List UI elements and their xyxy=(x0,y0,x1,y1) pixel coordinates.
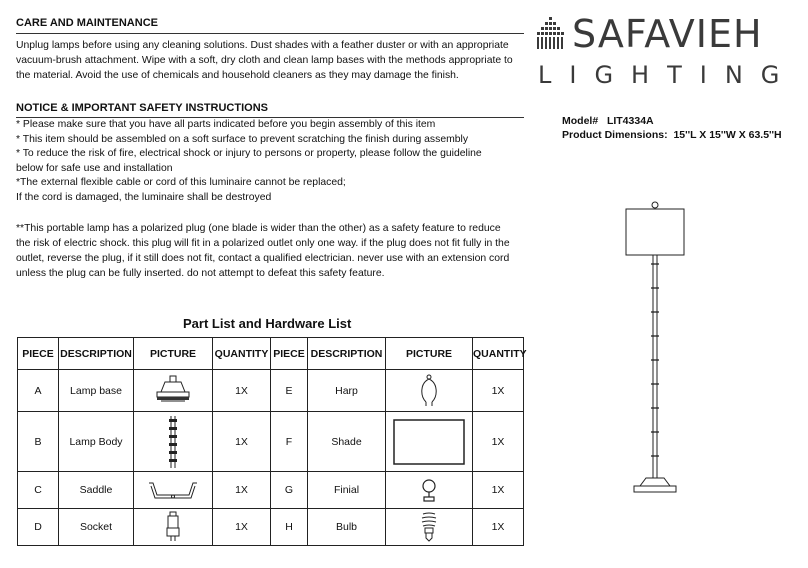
description-cell: Harp xyxy=(308,370,386,412)
brand-name: SAFAVIEH xyxy=(572,12,763,56)
column-header: PIECE xyxy=(18,338,59,370)
piece-cell: B xyxy=(18,412,59,472)
dimensions-value: 15''L X 15''W X 63.5''H xyxy=(673,129,782,141)
plug-warning-paragraph xyxy=(16,221,510,281)
quantity-cell: 1X xyxy=(473,509,524,546)
quantity-cell: 1X xyxy=(213,412,271,472)
table-row xyxy=(18,412,524,472)
quantity-cell: 1X xyxy=(213,370,271,412)
plug-warning-line: **This portable lamp has a polarized plug (one blade is wider than the other) as a safety feature to reduce xyxy=(16,223,501,234)
picture-cell xyxy=(134,370,213,412)
parts-table-title: Part List and Hardware List xyxy=(183,316,352,331)
description-cell: Lamp Body xyxy=(59,412,134,472)
notice-heading: NOTICE & IMPORTANT SAFETY INSTRUCTIONS xyxy=(16,102,268,114)
shade-icon xyxy=(393,419,465,465)
picture-cell xyxy=(134,412,213,472)
socket-icon xyxy=(165,511,181,543)
lamp-body-icon xyxy=(166,415,180,469)
piece-cell: C xyxy=(18,472,59,509)
parts-table xyxy=(17,337,527,546)
care-line: the material. Avoid the use of chemicals and household cleaners as they may damage the finish. xyxy=(16,70,459,81)
quantity-cell: 1X xyxy=(213,509,271,546)
plug-warning-line: the risk of electric shock. this plug will fit in a polarized outlet only one way. if the plug does not fit fully in the xyxy=(16,238,510,249)
picture-cell xyxy=(386,370,473,412)
picture-cell xyxy=(386,472,473,509)
dimensions-line xyxy=(562,129,782,141)
quantity-cell: 1X xyxy=(473,412,524,472)
picture-cell xyxy=(134,472,213,509)
column-header: DESCRIPTION xyxy=(308,338,386,370)
harp-icon xyxy=(417,374,441,408)
piece-cell: D xyxy=(18,509,59,546)
column-header: PICTURE xyxy=(386,338,473,370)
notice-paragraph xyxy=(16,118,482,206)
column-header: QUANTITY xyxy=(213,338,271,370)
floor-lamp-illustration-icon xyxy=(612,200,702,500)
care-line: vacuum-brush attachment. Wipe with a soft, dry cloth and clean lamp bases with the methods appropriate to xyxy=(16,55,513,66)
dimensions-label: Product Dimensions: xyxy=(562,129,668,141)
description-cell: Finial xyxy=(308,472,386,509)
model-label: Model# xyxy=(562,115,599,127)
description-cell: Bulb xyxy=(308,509,386,546)
plug-warning-line: outlet, reverse the plug, if it still does not fit, contact a qualified electrician. never use with an extension cord xyxy=(16,253,510,264)
notice-line: * To reduce the risk of fire, electrical shock or injury to persons or property, please follow the guideline xyxy=(16,148,482,160)
safavieh-diamond-logo-icon xyxy=(534,16,568,52)
table-row xyxy=(18,472,524,509)
notice-line: If the cord is damaged, the luminaire shall be destroyed xyxy=(16,191,272,203)
description-cell: Socket xyxy=(59,509,134,546)
notice-line: * This item should be assembled on a soft surface to prevent scratching the finish during assembly xyxy=(16,133,469,145)
piece-cell: E xyxy=(271,370,308,412)
care-line: Unplug lamps before using any cleaning solutions. Dust shades with a feather duster or with an appropriate xyxy=(16,40,509,51)
quantity-cell: 1X xyxy=(213,472,271,509)
description-cell: Lamp base xyxy=(59,370,134,412)
table-row xyxy=(18,370,524,412)
description-cell: Saddle xyxy=(59,472,134,509)
bulb-icon xyxy=(418,511,440,543)
plug-warning-line: unless the plug can be fully inserted. do not attempt to defeat this safety feature. xyxy=(16,268,385,279)
saddle-icon xyxy=(147,479,199,501)
notice-line: * Please make sure that you have all parts indicated before you begin assembly of this item xyxy=(16,119,436,130)
picture-cell xyxy=(386,412,473,472)
picture-cell xyxy=(134,509,213,546)
table-row xyxy=(18,509,524,546)
model-line xyxy=(562,115,654,127)
care-rule xyxy=(16,33,524,34)
description-cell: Shade xyxy=(308,412,386,472)
quantity-cell: 1X xyxy=(473,472,524,509)
column-header: QUANTITY xyxy=(473,338,524,370)
piece-cell: A xyxy=(18,370,59,412)
brand-subtitle: LIGHTING xyxy=(538,61,798,89)
table-header-row xyxy=(18,338,524,370)
piece-cell: H xyxy=(271,509,308,546)
finial-icon xyxy=(420,477,438,503)
picture-cell xyxy=(386,509,473,546)
column-header: PIECE xyxy=(271,338,308,370)
lamp-base-icon xyxy=(153,374,193,408)
piece-cell: G xyxy=(271,472,308,509)
column-header: PICTURE xyxy=(134,338,213,370)
notice-line: below for safe use and installation xyxy=(16,162,173,174)
column-header: DESCRIPTION xyxy=(59,338,134,370)
notice-line: *The external flexible cable or cord of this luminaire cannot be replaced; xyxy=(16,177,346,189)
model-value: LIT4334A xyxy=(606,115,654,127)
piece-cell: F xyxy=(271,412,308,472)
quantity-cell: 1X xyxy=(473,370,524,412)
care-paragraph xyxy=(16,38,513,83)
care-heading: CARE AND MAINTENANCE xyxy=(16,17,158,29)
